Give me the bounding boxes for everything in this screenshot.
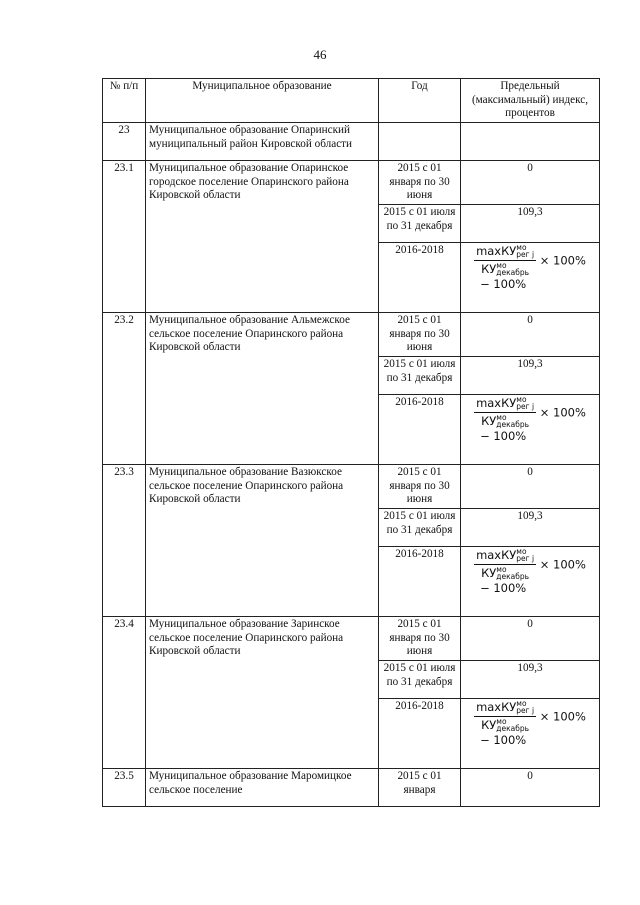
formula-num-indices: [516, 548, 534, 563]
index-formula-cell: [461, 698, 600, 768]
formula-den-sup: мо: [496, 564, 507, 574]
page-number: 46: [313, 47, 327, 62]
table-row: [103, 768, 600, 806]
group-num: 23: [103, 123, 146, 161]
period-year: 2015 с 01 января по 30 июня: [379, 464, 461, 508]
period-year: 2016-2018: [379, 394, 461, 464]
table-row: [103, 312, 600, 356]
index-formula-cell: [461, 394, 600, 464]
municipality-name: Муниципальное образование Маромицкое сельское поселение: [146, 768, 379, 806]
period-year: 2016-2018: [379, 546, 461, 616]
formula-num-indices: [516, 700, 534, 715]
header-year: Год: [379, 79, 461, 123]
formula-num-main: maxКУ: [476, 395, 517, 410]
formula-multiplier: × 100%: [539, 405, 586, 420]
period-year: 2015 с 01 января: [379, 768, 461, 806]
period-year: 2016-2018: [379, 698, 461, 768]
formula-numerator: [474, 396, 536, 413]
formula-num-main: maxКУ: [476, 547, 517, 562]
formula-num-main: maxКУ: [476, 699, 517, 714]
formula-numerator: [474, 548, 536, 565]
formula-num-sub: рег j: [516, 706, 535, 716]
group-name: Муниципальное образование Опаринский муниципальный район Кировской области: [146, 123, 379, 161]
row-num: 23.4: [103, 616, 146, 768]
index-value: 0: [461, 768, 600, 806]
formula-den-main: КУ: [481, 413, 497, 428]
formula-den-sub: декабрь: [496, 268, 530, 278]
period-year: 2015 с 01 июля по 31 декабря: [379, 660, 461, 698]
formula-num-indices: [516, 396, 534, 411]
table-header-row: [103, 79, 600, 123]
formula-fraction: [474, 396, 536, 429]
municipality-name: Муниципальное образование Заринское сельское поселение Опаринского района Кировской области: [146, 616, 379, 768]
index-value: 109,3: [461, 356, 600, 394]
index-value: 109,3: [461, 660, 600, 698]
period-year: 2015 с 01 июля по 31 декабря: [379, 508, 461, 546]
formula-denominator: [474, 413, 536, 429]
header-num: № п/п: [103, 79, 146, 123]
municipality-name: Муниципальное образование Вазюкское сельское поселение Опаринского района Кировской области: [146, 464, 379, 616]
formula-tail: − 100%: [480, 732, 527, 747]
index-value: 0: [461, 312, 600, 356]
formula-den-indices: [496, 262, 529, 277]
index-formula: [474, 548, 586, 595]
municipality-name: Муниципальное образование Опаринское городское поселение Опаринского района Кировской области: [146, 161, 379, 313]
table-row: [103, 161, 600, 205]
index-value: 0: [461, 464, 600, 508]
formula-denominator: [474, 565, 536, 581]
formula-den-main: КУ: [481, 261, 497, 276]
table-row: [103, 616, 600, 660]
formula-fraction: [474, 548, 536, 581]
formula-den-sub: декабрь: [496, 724, 530, 734]
row-num: 23.5: [103, 768, 146, 806]
row-num: 23.2: [103, 312, 146, 464]
index-value: 109,3: [461, 508, 600, 546]
formula-num-sup: мо: [516, 242, 527, 252]
formula-den-sup: мо: [496, 412, 507, 422]
formula-den-indices: [496, 566, 529, 581]
index-formula: [474, 700, 586, 747]
formula-multiplier: × 100%: [539, 709, 586, 724]
formula-tail: − 100%: [480, 580, 527, 595]
formula-denominator: [474, 717, 536, 733]
formula-num-indices: [516, 244, 534, 259]
formula-tail: − 100%: [480, 428, 527, 443]
formula-num-sub: рег j: [516, 402, 535, 412]
index-formula: [474, 396, 586, 443]
index-value: 0: [461, 616, 600, 660]
formula-numerator: [474, 700, 536, 717]
index-formula: [474, 244, 586, 291]
formula-num-sup: мо: [516, 698, 527, 708]
index-value: 109,3: [461, 204, 600, 242]
formula-numerator: [474, 244, 536, 261]
formula-tail: − 100%: [480, 276, 527, 291]
index-value: 0: [461, 161, 600, 205]
formula-num-sub: рег j: [516, 554, 535, 564]
formula-den-main: КУ: [481, 565, 497, 580]
group-index-empty: [461, 123, 600, 161]
formula-den-sup: мо: [496, 716, 507, 726]
formula-multiplier: × 100%: [539, 253, 586, 268]
formula-num-sub: рег j: [516, 250, 535, 260]
formula-den-sup: мо: [496, 260, 507, 270]
formula-den-main: КУ: [481, 717, 497, 732]
header-municipality: Муниципальное образование: [146, 79, 379, 123]
index-formula-cell: [461, 242, 600, 312]
table-row: [103, 464, 600, 508]
formula-num-sup: мо: [516, 546, 527, 556]
formula-den-indices: [496, 718, 529, 733]
row-num: 23.1: [103, 161, 146, 313]
period-year: 2015 с 01 января по 30 июня: [379, 616, 461, 660]
row-num: 23.3: [103, 464, 146, 616]
formula-denominator: [474, 261, 536, 277]
tariff-index-table: [102, 78, 600, 807]
index-formula-cell: [461, 546, 600, 616]
period-year: 2016-2018: [379, 242, 461, 312]
formula-fraction: [474, 700, 536, 733]
group-year-empty: [379, 123, 461, 161]
period-year: 2015 с 01 июля по 31 декабря: [379, 356, 461, 394]
formula-num-main: maxКУ: [476, 243, 517, 258]
group-row: [103, 123, 600, 161]
formula-multiplier: × 100%: [539, 557, 586, 572]
period-year: 2015 с 01 июля по 31 декабря: [379, 204, 461, 242]
formula-num-sup: мо: [516, 394, 527, 404]
formula-den-indices: [496, 414, 529, 429]
period-year: 2015 с 01 января по 30 июня: [379, 161, 461, 205]
formula-den-sub: декабрь: [496, 572, 530, 582]
formula-den-sub: декабрь: [496, 420, 530, 430]
period-year: 2015 с 01 января по 30 июня: [379, 312, 461, 356]
municipality-name: Муниципальное образование Альмежское сельское поселение Опаринского района Кировской области: [146, 312, 379, 464]
formula-fraction: [474, 244, 536, 277]
header-index: Предельный (максимальный) индекс, процентов: [461, 79, 600, 123]
